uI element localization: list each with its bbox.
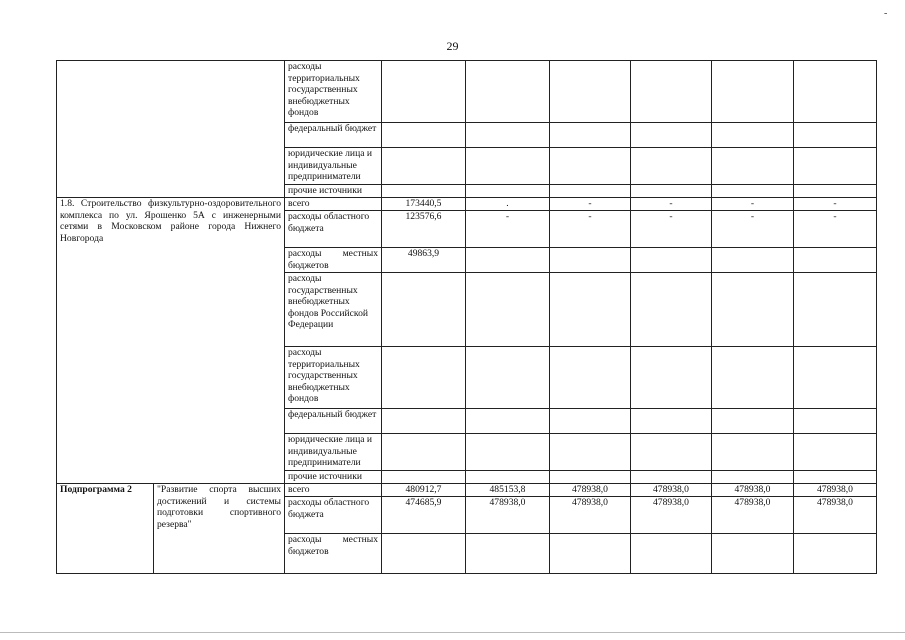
source-cell: федеральный бюджет xyxy=(285,409,382,434)
value-cell: - xyxy=(712,198,794,211)
source-cell: юридические лица и индивидуальные предприниматели xyxy=(285,148,382,185)
value-cell: 173440,5 xyxy=(382,198,466,211)
value-cell: 478938,0 xyxy=(550,484,631,497)
source-cell: юридические лица и индивидуальные предприниматели xyxy=(285,434,382,471)
source-cell: прочие источники xyxy=(285,185,382,198)
subprogram-code: Подпрограмма 2 xyxy=(57,484,154,574)
page-number: 29 xyxy=(446,39,459,53)
value-cell: - xyxy=(794,211,877,248)
value-cell: 478938,0 xyxy=(466,497,550,534)
source-cell: всего xyxy=(285,198,382,211)
source-cell: федеральный бюджет xyxy=(285,123,382,148)
source-cell: всего xyxy=(285,484,382,497)
value-cell: 478938,0 xyxy=(794,484,877,497)
budget-table xyxy=(56,60,877,574)
source-cell: расходы государственных внебюджетных фондов Российской Федерации xyxy=(285,273,382,347)
value-cell: 49863,9 xyxy=(382,248,466,273)
source-cell: расходы местных бюджетов xyxy=(285,248,382,273)
source-cell: расходы местных бюджетов xyxy=(285,534,382,574)
source-cell: расходы областного бюджета xyxy=(285,497,382,534)
item-title: 1.8. Строительство физкультурно-оздоровительного комплекса по ул. Ярошенко 5А с инженерными сетями в Московском районе города Нижнего Новгорода xyxy=(57,198,285,484)
value-cell: 480912,7 xyxy=(382,484,466,497)
value-cell: 485153,8 xyxy=(466,484,550,497)
value-cell: 123576,6 xyxy=(382,211,466,248)
subprogram-title: "Развитие спорта высших достижений и системы подготовки спортивного резерва" xyxy=(154,484,285,574)
value-cell: - xyxy=(712,211,794,248)
source-cell: расходы областного бюджета xyxy=(285,211,382,248)
source-cell: расходы территориальных государственных внебюджетных фондов xyxy=(285,61,382,123)
value-cell: - xyxy=(631,198,712,211)
value-cell: 478938,0 xyxy=(712,497,794,534)
table-row xyxy=(57,484,877,497)
value-cell: 478938,0 xyxy=(550,497,631,534)
value-cell: 474685,9 xyxy=(382,497,466,534)
value-cell: - xyxy=(550,198,631,211)
scan-edge xyxy=(0,632,905,633)
corner-mark: - xyxy=(884,8,888,19)
value-cell: 478938,0 xyxy=(631,484,712,497)
source-cell: прочие источники xyxy=(285,471,382,484)
table-body xyxy=(57,61,877,574)
table-row xyxy=(57,61,877,123)
value-cell: 478938,0 xyxy=(631,497,712,534)
value-cell: - xyxy=(550,211,631,248)
value-cell: - xyxy=(631,211,712,248)
value-cell: . xyxy=(466,198,550,211)
value-cell: - xyxy=(794,198,877,211)
value-cell: 478938,0 xyxy=(794,497,877,534)
value-cell: 478938,0 xyxy=(712,484,794,497)
value-cell: - xyxy=(466,211,550,248)
source-cell: расходы территориальных государственных внебюджетных фондов xyxy=(285,347,382,409)
empty-cell xyxy=(57,61,285,198)
table-row xyxy=(57,198,877,211)
